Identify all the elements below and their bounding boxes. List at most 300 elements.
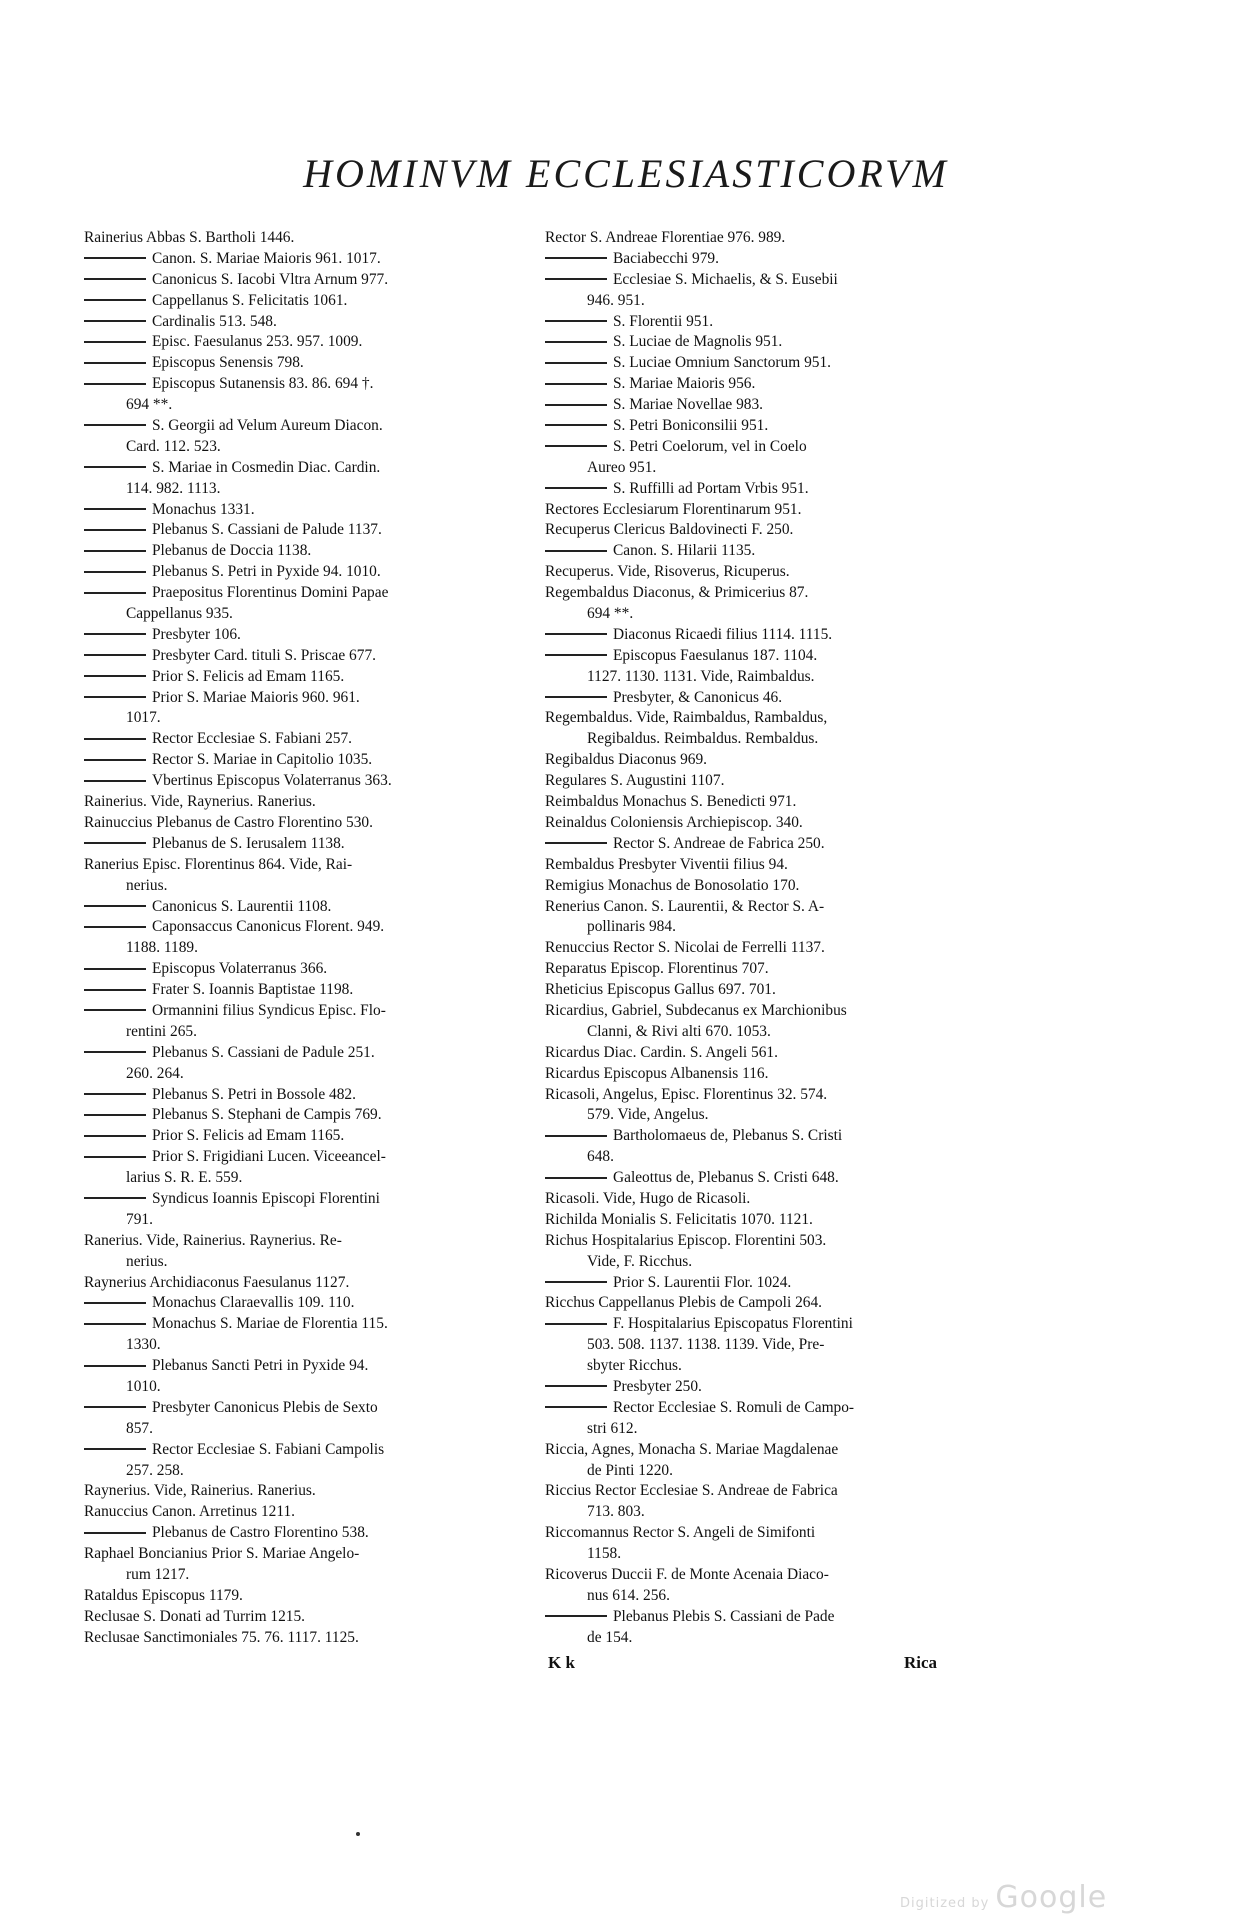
index-entry-text: Vbertinus Episcopus Volaterranus 363. [152, 772, 392, 790]
ditto-dash [545, 1323, 607, 1325]
index-entry-text: Ecclesiae S. Michaelis, & S. Eusebii [613, 270, 838, 288]
index-entry-text: 713. 803. [587, 1503, 645, 1521]
index-entry-text: Presbyter Canonicus Plebis de Sexto [152, 1398, 378, 1416]
ditto-dash [84, 424, 146, 426]
index-entry-text: Plebanus S. Cassiani de Padule 251. [152, 1043, 375, 1061]
index-entry [545, 1252, 995, 1273]
index-entry [84, 562, 534, 583]
ditto-dash [84, 278, 146, 280]
ditto-dash [545, 654, 607, 656]
index-entry-text: Ricardus Diac. Cardin. S. Angeli 561. [545, 1043, 778, 1061]
index-entry [84, 1419, 534, 1440]
ditto-dash [84, 362, 146, 364]
ditto-dash [545, 487, 607, 489]
index-entry [545, 792, 995, 813]
index-entry [84, 520, 534, 541]
index-entry [84, 1461, 534, 1482]
index-entry-text: Rector S. Andreae Florentiae 976. 989. [545, 229, 786, 246]
index-entry [545, 520, 995, 541]
index-entry-text: nerius. [126, 876, 168, 894]
ditto-dash [545, 257, 607, 259]
index-entry [84, 1565, 534, 1586]
index-entry [84, 604, 534, 625]
index-entry-text: S. Mariae Maioris 956. [613, 375, 756, 393]
ditto-dash [84, 1302, 146, 1304]
index-entry [84, 1043, 534, 1064]
index-entry [84, 813, 534, 834]
index-entry [545, 291, 995, 312]
index-entry-text: Riccia, Agnes, Monacha S. Mariae Magdalenae [545, 1440, 839, 1458]
index-entry [545, 876, 995, 897]
index-entry-text: Rembaldus Presbyter Viventii filius 94. [545, 855, 788, 873]
index-entry-text: Regulares S. Augustini 1107. [545, 772, 725, 790]
ditto-dash [545, 1615, 607, 1617]
index-entry-text: S. Florentii 951. [613, 312, 714, 330]
index-entry-text: Regembaldus Diaconus, & Primicerius 87. [545, 584, 809, 602]
index-entry-text: Rector Ecclesiae S. Romuli de Campo- [613, 1398, 855, 1416]
index-entry-text: Bartholomaeus de, Plebanus S. Cristi [613, 1127, 843, 1145]
signature-mark-left: K k [548, 1653, 575, 1672]
index-entry-text: Ricoverus Duccii F. de Monte Acenaia Diaco- [545, 1566, 829, 1583]
index-entry [545, 771, 995, 792]
index-entry [84, 374, 534, 395]
index-entry [84, 1314, 534, 1335]
ink-speck [356, 1832, 360, 1836]
index-entry-text: Diaconus Ricaedi filius 1114. 1115. [613, 625, 833, 643]
index-entry-text: Prior S. Frigidiani Lucen. Viceeancel- [152, 1148, 386, 1166]
index-entry-text: Canon. S. Hilarii 1135. [613, 542, 756, 560]
index-entry-text: 1010. [126, 1377, 161, 1395]
index-entry [545, 395, 995, 416]
index-entry-text: Rector S. Andreae de Fabrica 250. [613, 834, 825, 852]
index-entry [84, 708, 534, 729]
index-entry-text: Recuperus. Vide, Risoverus, Ricuperus. [545, 563, 790, 581]
index-entry-text: Monachus Claraevallis 109. 110. [152, 1294, 355, 1312]
index-entry-text: Cappellanus 935. [126, 605, 233, 623]
index-entry-text: Ricasoli. Vide, Hugo de Ricasoli. [545, 1189, 751, 1207]
index-entry [84, 353, 534, 374]
index-entry-text: Rheticius Episcopus Gallus 697. 701. [545, 981, 776, 999]
left-column [84, 228, 534, 1649]
index-entry [545, 228, 995, 249]
index-entry [84, 1001, 534, 1022]
index-entry-text: Caponsaccus Canonicus Florent. 949. [152, 918, 385, 936]
index-entry [545, 1481, 995, 1502]
index-entry [545, 1273, 995, 1294]
ditto-dash [84, 571, 146, 573]
index-entry-text: Ranerius Episc. Florentinus 864. Vide, Rai- [84, 855, 353, 873]
index-entry [84, 1440, 534, 1461]
ditto-dash [545, 320, 607, 322]
index-entry-text: Baciabecchi 979. [613, 249, 719, 267]
index-entry [545, 750, 995, 771]
index-entry-text: Rainerius. Vide, Raynerius. Ranerius. [84, 793, 316, 811]
index-entry [84, 897, 534, 918]
index-entry-text: 857. [126, 1419, 153, 1437]
index-entry-text: 1158. [587, 1545, 622, 1563]
index-entry-text: Richus Hospitalarius Episcop. Florentini 503. [545, 1231, 827, 1249]
index-entry [84, 1064, 534, 1085]
index-entry-text: Rataldus Episcopus 1179. [84, 1586, 243, 1604]
ditto-dash [84, 1197, 146, 1199]
index-entry [84, 1356, 534, 1377]
ditto-dash [84, 1365, 146, 1367]
ditto-dash [545, 550, 607, 552]
index-entry [545, 855, 995, 876]
index-entry-text: de Pinti 1220. [587, 1461, 673, 1479]
index-entry [84, 1147, 534, 1168]
index-entry [545, 1231, 995, 1252]
index-entry [545, 353, 995, 374]
index-entry [84, 249, 534, 270]
index-entry [545, 667, 995, 688]
index-entry [84, 332, 534, 353]
index-entry-text: Canonicus S. Laurentii 1108. [152, 897, 332, 915]
index-entry-text: Richilda Monialis S. Felicitatis 1070. 1121. [545, 1210, 813, 1228]
index-entry-text: Episc. Faesulanus 253. 957. 1009. [152, 333, 363, 351]
ditto-dash [84, 696, 146, 698]
index-entry [84, 1273, 534, 1294]
index-entry-text: Remigius Monachus de Bonosolatio 170. [545, 876, 800, 894]
index-entry-text: Cardinalis 513. 548. [152, 312, 277, 330]
ditto-dash [84, 905, 146, 907]
index-entry [84, 876, 534, 897]
catchword-right: Rica [904, 1653, 938, 1672]
index-entry [545, 1314, 995, 1335]
ditto-dash [84, 592, 146, 594]
index-entry-text: Rector Ecclesiae S. Fabiani 257. [152, 730, 353, 748]
index-entry-text: Episcopus Volaterranus 366. [152, 960, 328, 978]
index-entry [84, 583, 534, 604]
index-entry [545, 1105, 995, 1126]
index-entry [84, 416, 534, 437]
index-entry-text: sbyter Ricchus. [587, 1357, 682, 1375]
index-entry-text: Reinaldus Coloniensis Archiepiscop. 340. [545, 813, 803, 831]
index-entry-text: 694 **. [587, 605, 634, 623]
index-entry [545, 1126, 995, 1147]
index-entry [545, 1147, 995, 1168]
ditto-dash [84, 550, 146, 552]
index-entry [545, 249, 995, 270]
ditto-dash [545, 362, 607, 364]
ditto-dash [84, 320, 146, 322]
ditto-dash [84, 989, 146, 991]
index-entry-text: 1127. 1130. 1131. Vide, Raimbaldus. [587, 667, 815, 685]
index-entry [84, 1022, 534, 1043]
index-entry-text: Presbyter, & Canonicus 46. [613, 688, 783, 706]
ditto-dash [84, 1051, 146, 1053]
index-entry [545, 1461, 995, 1482]
index-entry [545, 834, 995, 855]
index-entry-text: Renuccius Rector S. Nicolai de Ferrelli 1137. [545, 939, 825, 957]
ditto-dash [545, 1385, 607, 1387]
index-entry [545, 646, 995, 667]
index-entry [84, 1544, 534, 1565]
index-entry-text: Presbyter Card. tituli S. Priscae 677. [152, 646, 376, 664]
index-entry-text: Prior S. Mariae Maioris 960. 961. [152, 688, 360, 706]
index-entry [545, 1064, 995, 1085]
index-entry [84, 1398, 534, 1419]
index-entry-text: pollinaris 984. [587, 918, 676, 936]
index-entry [545, 332, 995, 353]
index-entry-text: Prior S. Felicis ad Emam 1165. [152, 1127, 345, 1145]
index-entry-text: 114. 982. 1113. [126, 479, 221, 497]
index-entry [84, 1126, 534, 1147]
index-entry-text: Episcopus Senensis 798. [152, 354, 304, 372]
index-entry [545, 1335, 995, 1356]
ditto-dash [545, 445, 607, 447]
index-entry [84, 792, 534, 813]
index-entry [545, 1210, 995, 1231]
ditto-dash [84, 529, 146, 531]
index-entry [84, 395, 534, 416]
right-column [545, 228, 995, 1649]
index-entry [84, 1377, 534, 1398]
index-entry [545, 1586, 995, 1607]
ditto-dash [84, 1156, 146, 1158]
index-entry-text: 260. 264. [126, 1064, 184, 1082]
index-entry-text: Plebanus S. Cassiani de Palude 1137. [152, 521, 382, 539]
index-entry-text: Card. 112. 523. [126, 437, 221, 455]
index-entry [84, 1607, 534, 1628]
index-entry-text: Ranerius. Vide, Rainerius. Raynerius. Re- [84, 1231, 342, 1249]
index-entry [84, 938, 534, 959]
ditto-dash [545, 1177, 607, 1179]
ditto-dash [84, 738, 146, 740]
index-entry [84, 855, 534, 876]
index-entry-text: Riccomannus Rector S. Angeli de Simifonti [545, 1524, 816, 1542]
ditto-dash [545, 424, 607, 426]
index-entry-text: Ranuccius Canon. Arretinus 1211. [84, 1503, 296, 1521]
index-entry-text: Regembaldus. Vide, Raimbaldus, Rambaldus, [545, 709, 828, 727]
index-entry [545, 1502, 995, 1523]
index-entry-text: rum 1217. [126, 1566, 190, 1583]
ditto-dash [545, 1135, 607, 1137]
index-entry [84, 291, 534, 312]
index-entry [545, 583, 995, 604]
ditto-dash [545, 1406, 607, 1408]
index-entry-text: 1188. 1189. [126, 939, 198, 957]
index-entry [545, 688, 995, 709]
index-entry-text: Renerius Canon. S. Laurentii, & Rector S. A- [545, 897, 825, 915]
watermark-small-text: Digitized by [900, 1896, 990, 1911]
index-entry-text: Episcopus Faesulanus 187. 1104. [613, 646, 818, 664]
index-entry-text: Ricardus Episcopus Albanensis 116. [545, 1064, 769, 1082]
index-entry [545, 980, 995, 1001]
ditto-dash [84, 1114, 146, 1116]
index-entry [84, 312, 534, 333]
ditto-dash [84, 1406, 146, 1408]
ditto-dash [84, 968, 146, 970]
index-entry [545, 1189, 995, 1210]
index-entry [545, 813, 995, 834]
index-entry-text: Episcopus Sutanensis 83. 86. 694 †. [152, 375, 374, 393]
index-entry [545, 416, 995, 437]
index-entry-text: Plebanus de Doccia 1138. [152, 542, 312, 560]
index-entry [545, 1168, 995, 1189]
index-entry [545, 437, 995, 458]
index-entry [84, 228, 534, 249]
ditto-dash [84, 654, 146, 656]
index-entry [545, 1001, 995, 1022]
index-entry-text: Rectores Ecclesiarum Florentinarum 951. [545, 500, 802, 518]
index-entry-text: Plebanus de Castro Florentino 538. [152, 1524, 369, 1542]
index-entry [84, 688, 534, 709]
ditto-dash [545, 278, 607, 280]
index-entry [545, 1523, 995, 1544]
index-entry [545, 479, 995, 500]
index-entry-text: Canonicus S. Iacobi Vltra Arnum 977. [152, 270, 389, 288]
watermark-logo-text: Google [995, 1880, 1108, 1915]
index-entry [84, 1586, 534, 1607]
index-entry [545, 1419, 995, 1440]
index-entry [545, 959, 995, 980]
index-entry-text: Clanni, & Rivi alti 670. 1053. [587, 1022, 771, 1040]
ditto-dash [84, 675, 146, 677]
index-entry [84, 1085, 534, 1106]
index-entry-text: 579. Vide, Angelus. [587, 1106, 709, 1124]
index-entry [84, 1523, 534, 1544]
index-entry-text: Regibaldus Diaconus 969. [545, 751, 708, 769]
index-entry-text: Frater S. Ioannis Baptistae 1198. [152, 981, 354, 999]
index-entry-text: S. Georgii ad Velum Aureum Diacon. [152, 417, 383, 435]
index-entry [545, 1440, 995, 1461]
index-entry [84, 1189, 534, 1210]
index-entry-text: Ormannini filius Syndicus Episc. Flo- [152, 1001, 386, 1019]
index-entry-text: Plebanus de S. Ierusalem 1138. [152, 834, 345, 852]
index-entry-text: S. Mariae Novellae 983. [613, 396, 764, 414]
index-entry [545, 541, 995, 562]
index-entry-text: S. Petri Boniconsilii 951. [613, 417, 769, 435]
index-entry-text: Rainerius Abbas S. Bartholi 1446. [84, 229, 295, 246]
ditto-dash [84, 842, 146, 844]
index-entry [84, 750, 534, 771]
index-entry [84, 270, 534, 291]
index-entry [84, 1628, 534, 1649]
index-entry-text: Rector Ecclesiae S. Fabiani Campolis [152, 1440, 385, 1458]
index-entry [84, 1252, 534, 1273]
index-entry [545, 1628, 995, 1649]
index-entry [545, 562, 995, 583]
index-entry [545, 625, 995, 646]
index-entry [545, 1544, 995, 1565]
index-entry [84, 437, 534, 458]
index-entry-text: Ricchus Cappellanus Plebis de Campoli 264. [545, 1294, 823, 1312]
index-entry [545, 1085, 995, 1106]
index-entry-text: 694 **. [126, 396, 173, 414]
index-entry-text: Plebanus S. Petri in Pyxide 94. 1010. [152, 563, 381, 581]
index-entry-text: Reclusae Sanctimoniales 75. 76. 1117. 1125. [84, 1628, 359, 1646]
index-entry-text: 1330. [126, 1336, 161, 1354]
index-entry-text: S. Ruffilli ad Portam Vrbis 951. [613, 479, 809, 497]
index-entry-text: Aureo 951. [587, 458, 657, 476]
index-entry-text: Ricardius, Gabriel, Subdecanus ex Marchionibus [545, 1001, 847, 1019]
index-entry-text: 791. [126, 1210, 153, 1228]
index-entry [84, 625, 534, 646]
index-entry [545, 1377, 995, 1398]
index-entry-text: Praepositus Florentinus Domini Papae [152, 584, 389, 602]
index-entry [84, 1168, 534, 1189]
ditto-dash [84, 759, 146, 761]
index-entry-text: 257. 258. [126, 1461, 184, 1479]
index-entry-text: larius S. R. E. 559. [126, 1169, 243, 1187]
index-entry-text: Rector S. Mariae in Capitolio 1035. [152, 751, 373, 769]
index-entry-text: nerius. [126, 1252, 168, 1270]
index-entry-text: Galeottus de, Plebanus S. Cristi 648. [613, 1169, 839, 1187]
page-title: HOMINVM ECCLESIASTICORVM [303, 151, 949, 196]
ditto-dash [545, 633, 607, 635]
index-entry-text: Syndicus Ioannis Episcopi Florentini [152, 1189, 380, 1207]
index-entry-text: Riccius Rector Ecclesiae S. Andreae de Fabrica [545, 1482, 838, 1500]
index-entry [545, 1565, 995, 1586]
index-entry-text: Plebanus Plebis S. Cassiani de Pade [613, 1607, 835, 1625]
index-entry [84, 646, 534, 667]
index-entry-text: stri 612. [587, 1419, 638, 1437]
index-entry-text: Monachus S. Mariae de Florentia 115. [152, 1315, 388, 1333]
index-entry-text: Monachus 1331. [152, 500, 255, 518]
ditto-dash [84, 466, 146, 468]
index-entry-text: Plebanus Sancti Petri in Pyxide 94. [152, 1357, 369, 1375]
index-entry [545, 938, 995, 959]
index-entry-text: Ricasoli, Angelus, Episc. Florentinus 32. 574. [545, 1085, 828, 1103]
index-entry-text: 503. 508. 1137. 1138. 1139. Vide, Pre- [587, 1336, 825, 1354]
index-entry-text: S. Petri Coelorum, vel in Coelo [613, 437, 807, 455]
index-entry-text: Reimbaldus Monachus S. Benedicti 971. [545, 793, 797, 811]
index-entry [84, 917, 534, 938]
index-entry [545, 729, 995, 750]
index-entry [545, 604, 995, 625]
ditto-dash [545, 696, 607, 698]
index-entry-text: Rainuccius Plebanus de Castro Florentino 530. [84, 813, 373, 831]
index-entry-text: de 154. [587, 1628, 633, 1646]
index-entry-text: Canon. S. Mariae Maioris 961. 1017. [152, 249, 381, 267]
ditto-dash [84, 1532, 146, 1534]
index-entry [545, 1356, 995, 1377]
index-entry [545, 374, 995, 395]
ditto-dash [84, 1135, 146, 1137]
index-entry-text: Plebanus S. Petri in Bossole 482. [152, 1085, 356, 1103]
index-entry-text: Recuperus Clericus Baldovinecti F. 250. [545, 521, 794, 539]
index-entry [84, 729, 534, 750]
index-entry [545, 917, 995, 938]
index-entry [545, 1398, 995, 1419]
index-entry [545, 1293, 995, 1314]
index-entry-text: nus 614. 256. [587, 1586, 670, 1604]
index-entry [84, 1231, 534, 1252]
ditto-dash [84, 780, 146, 782]
index-entry-text: Regibaldus. Reimbaldus. Rembaldus. [587, 730, 819, 748]
index-entry [84, 980, 534, 1001]
index-entry-text: Vide, F. Ricchus. [587, 1252, 693, 1270]
ditto-dash [545, 341, 607, 343]
index-entry [84, 1502, 534, 1523]
ditto-dash [545, 842, 607, 844]
ditto-dash [84, 926, 146, 928]
ditto-dash [84, 383, 146, 385]
ditto-dash [84, 299, 146, 301]
index-entry-text: Reparatus Episcop. Florentinus 707. [545, 960, 769, 978]
index-entry [84, 959, 534, 980]
index-entry [545, 270, 995, 291]
index-entry-text: Prior S. Laurentii Flor. 1024. [613, 1273, 792, 1291]
index-entry [84, 1210, 534, 1231]
index-entry [84, 479, 534, 500]
index-entry [84, 834, 534, 855]
index-entry-text: Raynerius. Vide, Rainerius. Ranerius. [84, 1482, 316, 1500]
ditto-dash [545, 1281, 607, 1283]
index-entry-text: S. Mariae in Cosmedin Diac. Cardin. [152, 458, 381, 476]
index-entry [84, 667, 534, 688]
